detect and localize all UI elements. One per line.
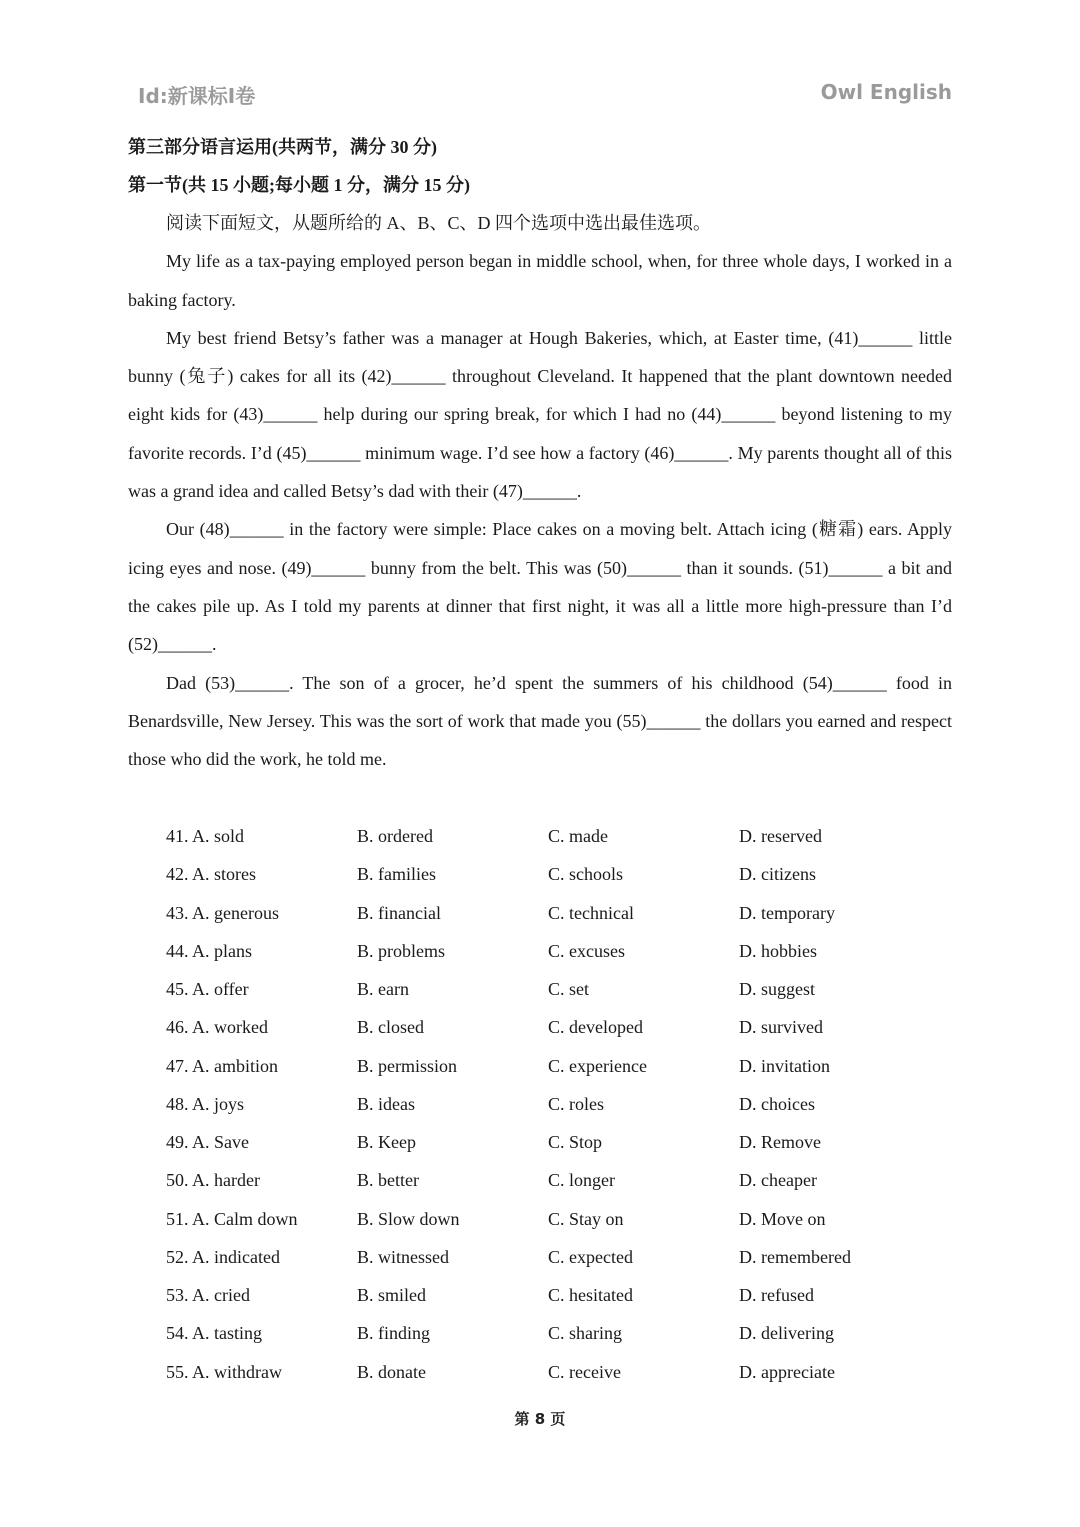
option-choice: D. invitation <box>739 1055 830 1076</box>
option-choice: C. receive <box>548 1361 621 1382</box>
option-choice: D. Remove <box>739 1132 821 1152</box>
option-row <box>166 932 966 970</box>
passage-paragraph-1: My life as a tax-paying employed person began in middle school, when, for three whole days, I worked in a baking factory. <box>128 251 952 310</box>
option-choice: C. developed <box>548 1017 643 1038</box>
option-choice: D. reserved <box>739 826 822 846</box>
option-choice: C. experience <box>548 1055 647 1076</box>
option-choice: 44. A. plans <box>166 940 253 961</box>
option-row <box>166 1123 966 1161</box>
option-choice: 48. A. joys <box>166 1093 245 1114</box>
option-choice: B. ordered <box>357 826 433 846</box>
option-row <box>166 1008 966 1046</box>
option-choice: B. financial <box>357 902 441 923</box>
option-choice: C. expected <box>548 1246 633 1267</box>
option-choice: D. survived <box>739 1017 823 1038</box>
section-title: 第三部分语言运用(共两节，满分 30 分) <box>128 137 437 157</box>
option-choice: C. technical <box>548 902 634 923</box>
option-row <box>166 1238 966 1276</box>
option-choice: 43. A. generous <box>166 902 279 923</box>
option-row <box>166 855 966 893</box>
option-choice: D. remembered <box>739 1246 851 1267</box>
option-choice: C. Stop <box>548 1132 603 1152</box>
option-choice: 53. A. cried <box>166 1285 250 1305</box>
option-choice: 55. A. withdraw <box>166 1361 282 1382</box>
option-choice: 45. A. offer <box>166 979 249 999</box>
option-row <box>166 1276 966 1314</box>
option-choice: C. set <box>548 979 590 999</box>
option-row <box>166 1047 966 1085</box>
option-choice: D. citizens <box>739 864 816 885</box>
page-number: 第 8 页 <box>514 1410 566 1428</box>
option-choice: D. Move on <box>739 1208 826 1229</box>
passage-paragraph-3: Our (48)______ in the factory were simple: Place cakes on a moving belt. Attach icing (糖霜) ears. Apply icing eyes and nose. (49)______ bunny from the belt. This was (50)______ than it sounds. (51)______ a bit and the cakes pile up. As I told my parents at dinner that first night, it was all a little more high-pressure than I’d (52)______. <box>128 519 952 655</box>
option-choice: D. refused <box>739 1285 814 1305</box>
option-choice: C. schools <box>548 864 624 885</box>
option-choice: D. temporary <box>739 902 835 923</box>
option-choice: C. sharing <box>548 1323 622 1344</box>
option-choice: D. delivering <box>739 1323 834 1344</box>
option-choice: C. excuses <box>548 940 625 961</box>
option-row <box>166 817 966 855</box>
option-choice: B. finding <box>357 1323 431 1344</box>
option-choice: 50. A. harder <box>166 1170 260 1191</box>
option-choice: B. witnessed <box>357 1246 449 1267</box>
subsection-title: 第一节(共 15 小题;每小题 1 分，满分 15 分) <box>128 175 470 195</box>
option-choice: C. longer <box>548 1170 615 1191</box>
option-choice: B. families <box>357 864 436 885</box>
option-choice: 47. A. ambition <box>166 1055 278 1076</box>
option-choice: 46. A. worked <box>166 1017 268 1038</box>
option-choice: C. hesitated <box>548 1285 633 1305</box>
option-choice: B. earn <box>357 979 409 999</box>
option-choice: B. Keep <box>357 1132 416 1152</box>
option-choice: 41. A. sold <box>166 826 245 846</box>
option-choice: B. smiled <box>357 1285 427 1305</box>
instruction-text: 阅读下面短文，从题所给的 A、B、C、D 四个选项中选出最佳选项。 <box>166 213 712 233</box>
option-choice: 52. A. indicated <box>166 1246 280 1267</box>
option-row <box>166 1314 966 1352</box>
option-choice: D. suggest <box>739 979 815 999</box>
header-id-label: Id:新课标I卷 <box>138 84 256 108</box>
option-choice: 49. A. Save <box>166 1132 249 1152</box>
answer-options <box>166 817 966 1391</box>
passage-body <box>128 128 952 778</box>
option-choice: D. appreciate <box>739 1361 835 1382</box>
option-choice: D. cheaper <box>739 1170 817 1191</box>
option-choice: 51. A. Calm down <box>166 1208 298 1229</box>
option-row <box>166 1353 966 1391</box>
option-row <box>166 1085 966 1123</box>
option-choice: B. donate <box>357 1361 426 1382</box>
option-choice: 54. A. tasting <box>166 1323 263 1344</box>
option-choice: 42. A. stores <box>166 864 256 885</box>
option-choice: C. roles <box>548 1093 604 1114</box>
option-choice: C. made <box>548 826 608 846</box>
option-choice: B. Slow down <box>357 1208 460 1229</box>
option-choice: B. problems <box>357 940 445 961</box>
option-choice: B. better <box>357 1170 419 1191</box>
option-choice: C. Stay on <box>548 1208 624 1229</box>
option-choice: B. permission <box>357 1055 458 1076</box>
option-row <box>166 1161 966 1199</box>
passage-paragraph-2: My best friend Betsy’s father was a manager at Hough Bakeries, which, at Easter time, (41)______ little bunny (兔子) cakes for all its (42)______ throughout Cleveland. It happened that the plant downtown needed eight kids for (43)______ help during our spring break, for which I had no (44)______ beyond listening to my favorite records. I’d (45)______ minimum wage. I’d see how a factory (46)______. My parents thought all of this was a grand idea and called Betsy’s dad with their (47)______. <box>128 327 952 502</box>
option-choice: B. ideas <box>357 1093 415 1114</box>
option-row <box>166 894 966 932</box>
option-choice: D. choices <box>739 1093 815 1114</box>
header-brand-label: Owl English <box>820 80 952 104</box>
option-row <box>166 1200 966 1238</box>
option-choice: D. hobbies <box>739 940 817 961</box>
option-row <box>166 970 966 1008</box>
option-choice: B. closed <box>357 1017 424 1038</box>
passage-paragraph-4: Dad (53)______. The son of a grocer, he’d spent the summers of his childhood (54)______ food in Benardsville, New Jersey. This was the sort of work that made you (55)______ the dollars you earned and respect those who did the work, he told me. <box>128 672 952 770</box>
